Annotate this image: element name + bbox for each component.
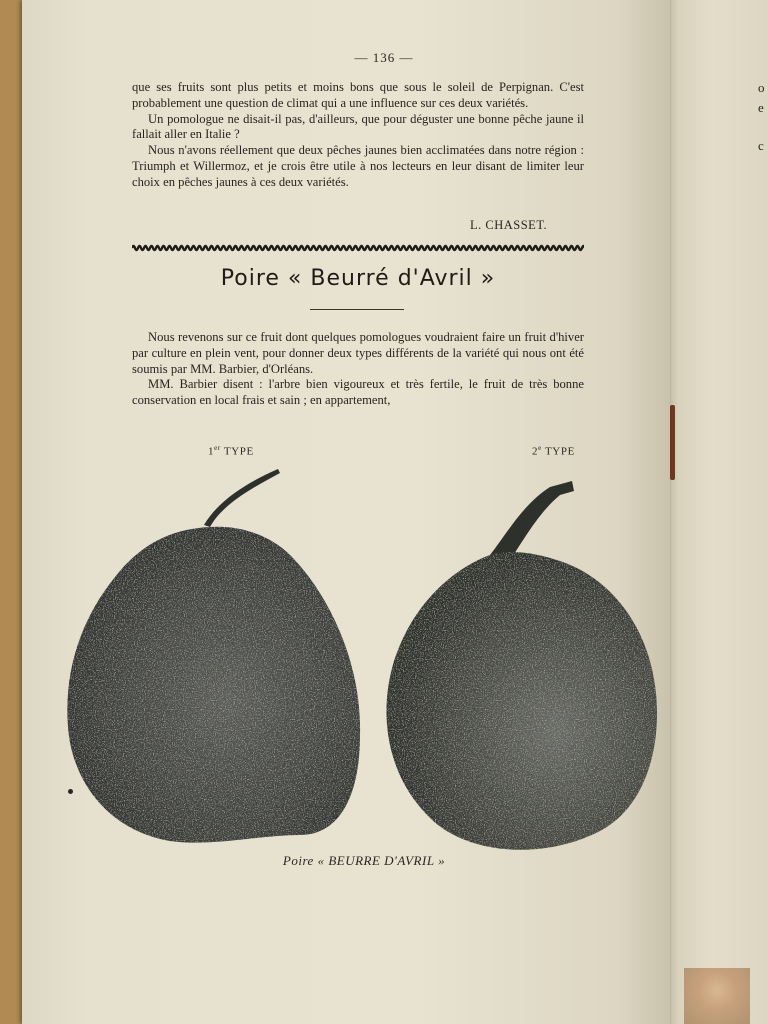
pear-1-body: [67, 527, 360, 843]
type-1-number: 1: [208, 445, 215, 458]
paragraph: MM. Barbier disent : l'arbre bien vigoureux et très fertile, le fruit de très bonne conservation en local frais et sain ; en appartement,: [132, 377, 584, 408]
paragraph: Nous revenons sur ce fruit dont quelques pomologues voudraient faire un fruit d'hiver par culture en plein vent, pour donner deux types différents de la variété qui nous ont été soumis par MM. Barbier, d'Orléans.: [132, 330, 584, 376]
pear-type-2: [386, 481, 657, 850]
author-signature: L. CHASSET.: [470, 218, 548, 232]
paragraph: Nous n'avons réellement que deux pêches jaunes bien acclimatées dans notre région : Triumph et Willermoz, et je crois être utile à nos lecteurs en leur disant de limiter leur choix en pêches jaunes à ces deux variétés.: [132, 143, 584, 189]
type-2-ordinal: e: [538, 444, 542, 452]
wavy-divider: [132, 243, 584, 253]
corner-photo-thumbnail: [684, 968, 750, 1024]
type-1-word: TYPE: [223, 445, 254, 458]
title-underline: [310, 309, 404, 310]
pear-2-body: [386, 552, 657, 850]
page-number: — 136 —: [354, 50, 414, 65]
right-page-fragment: o: [758, 80, 765, 95]
pear-1-stem: [204, 469, 280, 527]
pear-illustration: [60, 465, 670, 855]
pear-2-stem: [490, 481, 574, 563]
paragraph: Un pomologue ne disait-il pas, d'ailleurs, que pour déguster une bonne pêche jaune il fallait aller en Italie ?: [132, 111, 584, 142]
paragraph: que ses fruits sont plus petits et moins bons que sous le soleil de Perpignan. C'est probablement une question de climat qui a une influence sur ces deux variétés.: [132, 80, 584, 110]
ink-dot: [68, 789, 73, 794]
figure-caption: [0, 853, 728, 869]
article-text: [132, 330, 584, 409]
right-page: [676, 0, 768, 1024]
rust-stain: [670, 405, 675, 480]
type-1-ordinal: er: [214, 444, 221, 452]
caption-prefix: Poire: [282, 853, 314, 868]
type-2-word: TYPE: [544, 445, 575, 458]
previous-article-text: [132, 80, 584, 191]
type-1-label: [208, 444, 254, 458]
caption-name: « BEURRE D'AVRIL »: [317, 853, 446, 868]
right-page-fragment: c: [758, 138, 764, 153]
article-title: Poire « Beurré d'Avril »: [220, 266, 496, 291]
pear-type-1: [67, 469, 360, 843]
type-2-number: 2: [532, 445, 539, 458]
type-2-label: [532, 444, 575, 458]
right-page-fragment: e: [758, 100, 764, 115]
